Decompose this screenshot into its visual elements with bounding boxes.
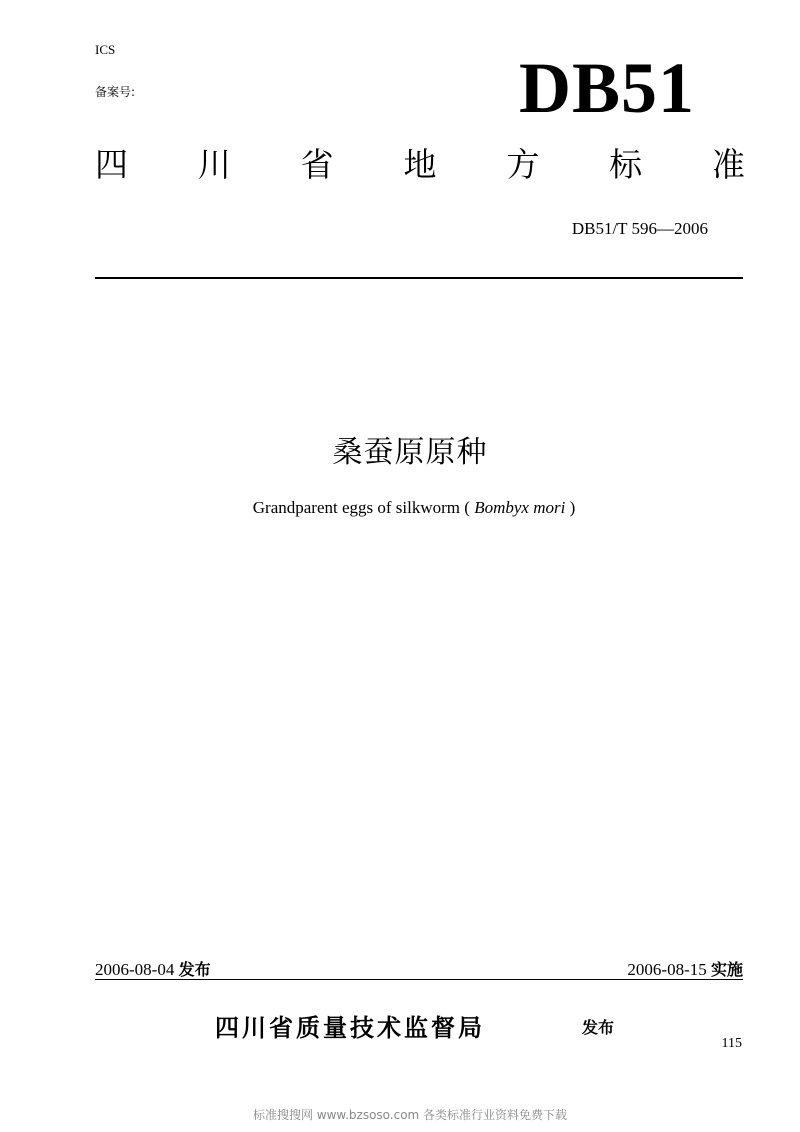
title-char: 四 <box>95 145 128 184</box>
ics-label: ICS <box>95 42 116 57</box>
issue-label: 发布 <box>178 960 211 979</box>
title-char: 方 <box>506 145 540 184</box>
publisher-name: 四川省质量技术监督局 <box>215 1014 485 1042</box>
publisher-suffix: 发布 <box>582 1018 615 1037</box>
title-char: 标 <box>609 145 643 184</box>
implementation-date <box>627 957 743 980</box>
implementation-label: 实施 <box>710 960 743 979</box>
title-en-latin: Bombyx mori <box>474 498 566 517</box>
standard-number: DB51/T 596—2006 <box>571 219 708 238</box>
title-char: 省 <box>300 145 334 184</box>
filing-number-label: 备案号: <box>95 85 136 99</box>
footer-watermark: 标准搜搜网 www.bzsoso.com 各类标准行业资料免费下载 <box>252 1108 568 1122</box>
document-title-chinese: 桑蚕原原种 <box>332 435 488 470</box>
issue-date <box>95 957 211 980</box>
top-divider <box>95 277 743 279</box>
implementation-date-value: 2006-08-15 <box>627 960 707 979</box>
title-char: 地 <box>403 145 437 184</box>
document-title-english <box>0 498 800 518</box>
title-en-suffix: ) <box>565 498 576 517</box>
bottom-divider <box>95 979 743 980</box>
page-number: 115 <box>721 1036 742 1051</box>
title-char: 川 <box>197 145 231 184</box>
title-char: 准 <box>711 145 745 184</box>
title-en-prefix: Grandparent eggs of silkworm ( <box>252 498 475 517</box>
standard-code: DB51 <box>518 48 695 128</box>
issue-date-value: 2006-08-04 <box>95 960 175 979</box>
standard-type-title <box>95 145 745 184</box>
